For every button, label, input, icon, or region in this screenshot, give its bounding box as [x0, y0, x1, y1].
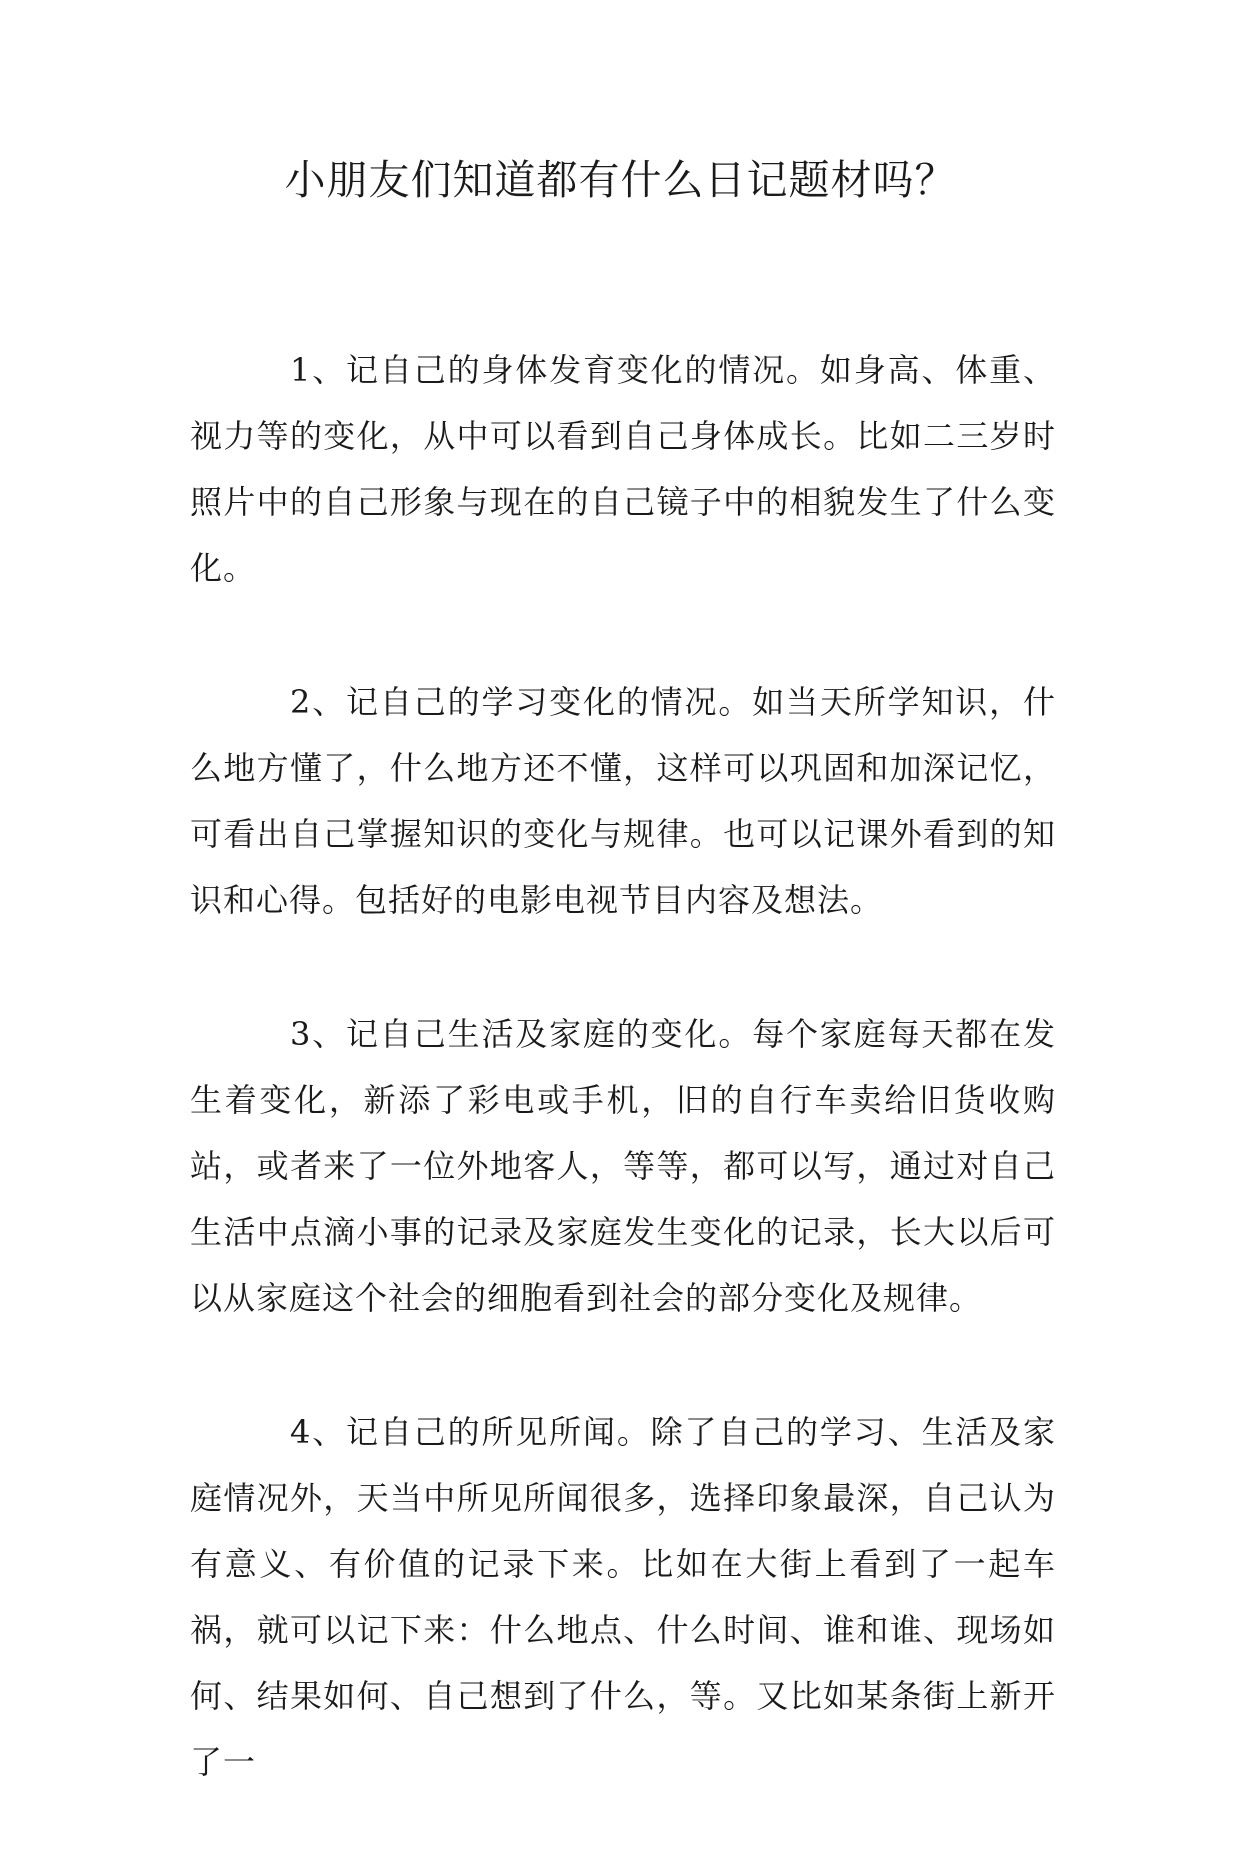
- document-title: 小朋友们知道都有什么日记题材吗？: [284, 156, 957, 204]
- paragraph-2: 2、记自己的学习变化的情况。如当天所学知识，什么地方懂了，什么地方还不懂，这样可以巩固和加深记忆，可看出自己掌握知识的变化与规律。也可以记课外看到的知识和心得。包括好的电影电视节目内容及想法。: [190, 683, 1056, 919]
- paragraph-1: 1、记自己的身体发育变化的情况。如身高、体重、视力等的变化，从中可以看到自己身体成长。比如二三岁时照片中的自己形象与现在的自己镜子中的相貌发生了什么变化。: [190, 351, 1056, 587]
- paragraph-3: 3、记自己生活及家庭的变化。每个家庭每天都在发生着变化，新添了彩电或手机，旧的自行车卖给旧货收购站，或者来了一位外地客人，等等，都可以写，通过对自己生活中点滴小事的记录及家庭发生变化的记录，长大以后可以从家庭这个社会的细胞看到社会的部分变化及规律。: [190, 1015, 1056, 1317]
- paragraph-4: 4、记自己的所见所闻。除了自己的学习、生活及家庭情况外，天当中所见所闻很多，选择印象最深，自己认为有意义、有价值的记录下来。比如在大街上看到了一起车祸，就可以记下来：什么地点、什么时间、谁和谁、现场如何、结果如何、自己想到了什么，等。又比如某条街上新开了一: [190, 1413, 1056, 1781]
- document-body: [190, 337, 1056, 1863]
